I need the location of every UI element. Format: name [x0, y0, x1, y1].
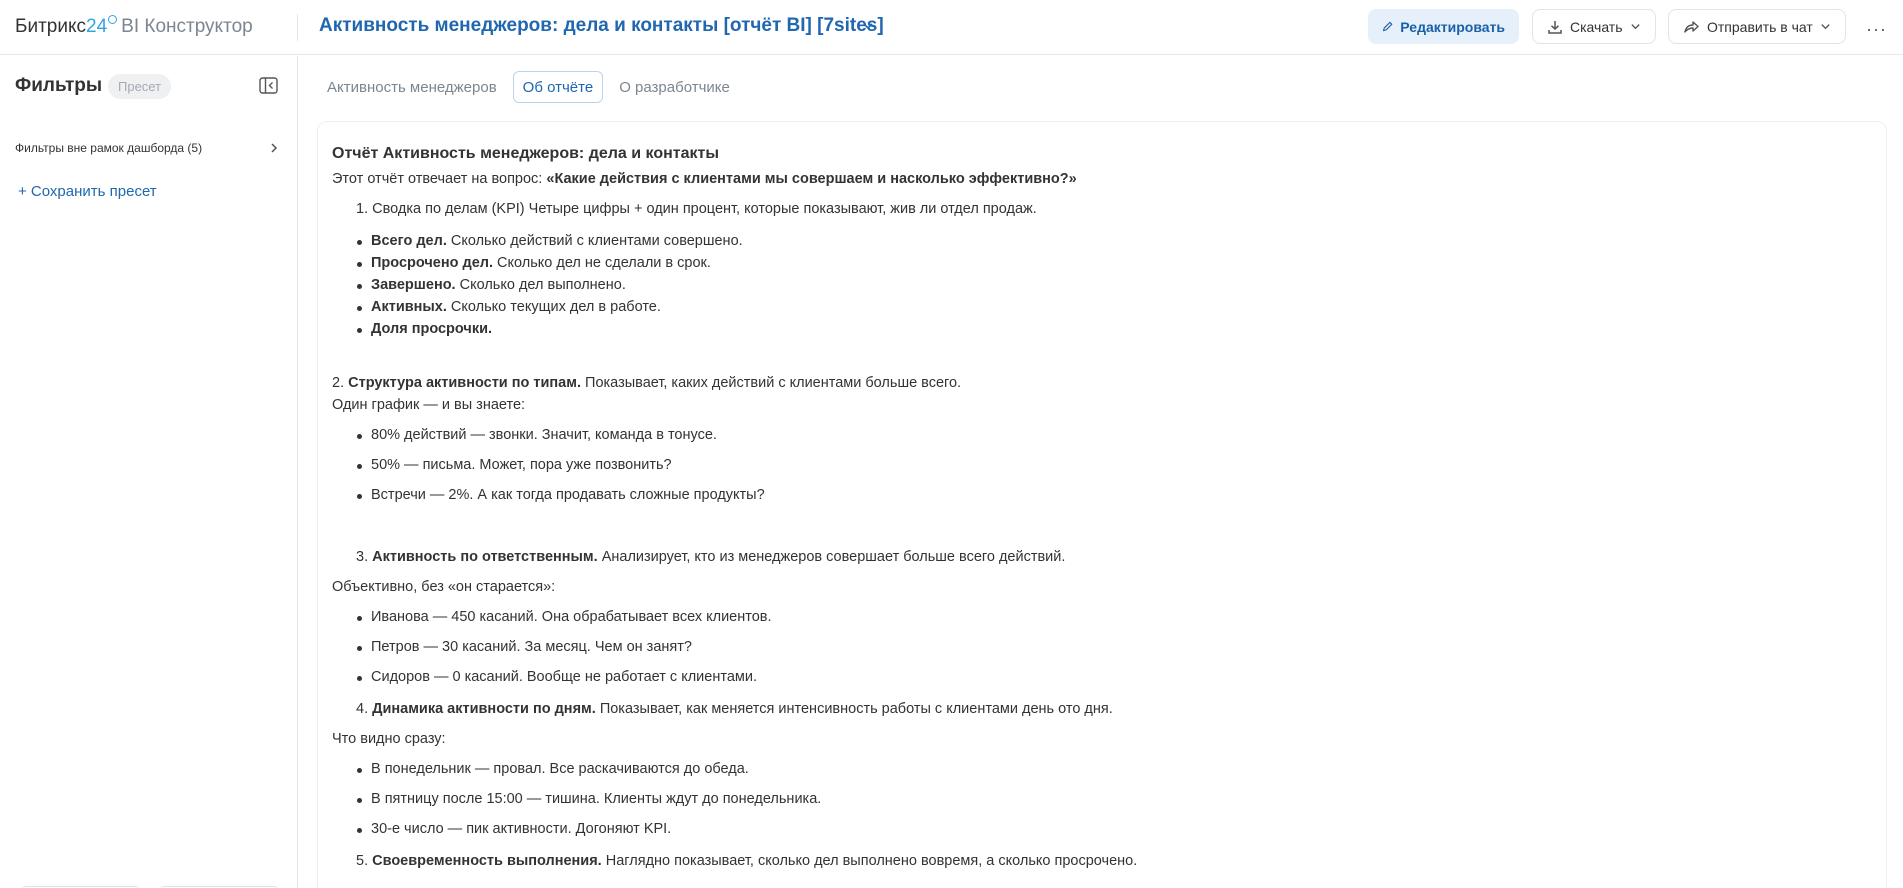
list-item: Просрочено дел. Сколько дел не сделали в срок. — [371, 255, 711, 271]
collapse-sidebar-icon[interactable] — [259, 77, 278, 94]
logo-product: BI Конструктор — [121, 16, 253, 37]
header-divider — [297, 14, 298, 41]
tab-about-developer[interactable]: О разработчике — [619, 78, 730, 96]
report-tabs — [317, 71, 746, 103]
report-heading: Отчёт Активность менеджеров: дела и контакты — [332, 145, 720, 162]
list-item: 30-е число — пик активности. Догоняют KPI. — [371, 821, 672, 837]
logo-brand-number: 24 — [86, 16, 108, 37]
chevron-right-icon — [269, 142, 279, 154]
tab-about-report[interactable]: Об отчёте — [513, 71, 604, 103]
section-3-subtitle: Объективно, без «он старается»: — [332, 579, 556, 595]
preset-badge[interactable]: Пресет — [108, 74, 171, 99]
clock-icon — [108, 15, 117, 24]
intro-text — [332, 171, 1077, 187]
filters-outside-dashboard[interactable] — [15, 136, 279, 160]
list-item: 50% — письма. Может, пора уже позвонить? — [371, 457, 672, 473]
list-item: Иванова — 450 касаний. Она обрабатывает всех клиентов. — [371, 609, 772, 625]
list-item: Завершено. Сколько дел выполнено. — [371, 277, 626, 293]
intro-prefix: Этот отчёт отвечает на вопрос: — [332, 171, 547, 187]
list-item: В понедельник — провал. Все раскачиваются до обеда. — [371, 761, 749, 777]
section-2-subtitle: Один график — и вы знаете: — [332, 397, 526, 413]
save-preset-link[interactable]: + Сохранить пресет — [18, 183, 157, 200]
more-options-icon[interactable]: ··· — [1866, 19, 1887, 39]
tab-manager-activity[interactable]: Активность менеджеров — [327, 78, 497, 96]
about-report-panel — [317, 121, 1887, 888]
section-4-title: 4. Динамика активности по дням. Показывает, как меняется интенсивность работы с клиентами день ото дня. — [356, 701, 1113, 717]
edit-button[interactable] — [1368, 9, 1519, 44]
top-header — [0, 0, 1903, 55]
edit-button-label: Редактировать — [1400, 18, 1505, 35]
send-to-chat-label: Отправить в чат — [1707, 18, 1813, 35]
download-button[interactable] — [1532, 9, 1656, 44]
list-item: Сидоров — 0 касаний. Вообще не работает с клиентами. — [371, 669, 757, 685]
chevron-down-icon[interactable] — [862, 20, 874, 32]
bitrix-logo[interactable] — [15, 15, 253, 38]
list-item: Доля просрочки. — [371, 321, 493, 337]
send-to-chat-button[interactable] — [1668, 9, 1846, 44]
list-item: Встречи — 2%. А как тогда продавать сложные продукты? — [371, 487, 765, 503]
share-arrow-icon — [1683, 19, 1700, 35]
list-item: Петров — 30 касаний. За месяц. Чем он занят? — [371, 639, 692, 655]
filters-outside-label: Фильтры вне рамок дашборда (5) — [15, 141, 203, 155]
chevron-down-icon — [1820, 21, 1831, 32]
section-3-title: 3. Активность по ответственным. Анализирует, кто из менеджеров совершает больше всего действий. — [356, 549, 1066, 565]
download-icon — [1547, 19, 1563, 35]
filters-title: Фильтры — [15, 75, 103, 96]
logo-brand: Битрикс — [15, 16, 86, 37]
download-button-label: Скачать — [1570, 18, 1623, 35]
list-item: В пятницу после 15:00 — тишина. Клиенты ждут до понедельника. — [371, 791, 822, 807]
list-item: 80% действий — звонки. Значит, команда в тонусе. — [371, 427, 717, 443]
report-title[interactable]: Активность менеджеров: дела и контакты [отчёт BI] [7sites] — [319, 15, 884, 36]
section-4-subtitle: Что видно сразу: — [332, 731, 446, 747]
intro-question: «Какие действия с клиентами мы совершаем и насколько эффективно?» — [546, 171, 1077, 187]
section-2-title: 2. Структура активности по типам. Показывает, каких действий с клиентами больше всего. — [332, 375, 962, 391]
filters-sidebar — [0, 56, 298, 888]
list-item: Всего дел. Сколько действий с клиентами совершено. — [371, 233, 743, 249]
section-1-title: 1. Сводка по делам (KPI) Четыре цифры + один процент, которые показывают, жив ли отдел продаж. — [356, 201, 1037, 217]
chevron-down-icon — [1630, 21, 1641, 32]
pencil-icon — [1382, 19, 1393, 34]
section-5-title: 5. Своевременность выполнения. Наглядно показывает, сколько дел выполнено вовремя, а сколько просрочено. — [356, 853, 1138, 869]
list-item: Активных. Сколько текущих дел в работе. — [371, 299, 661, 315]
